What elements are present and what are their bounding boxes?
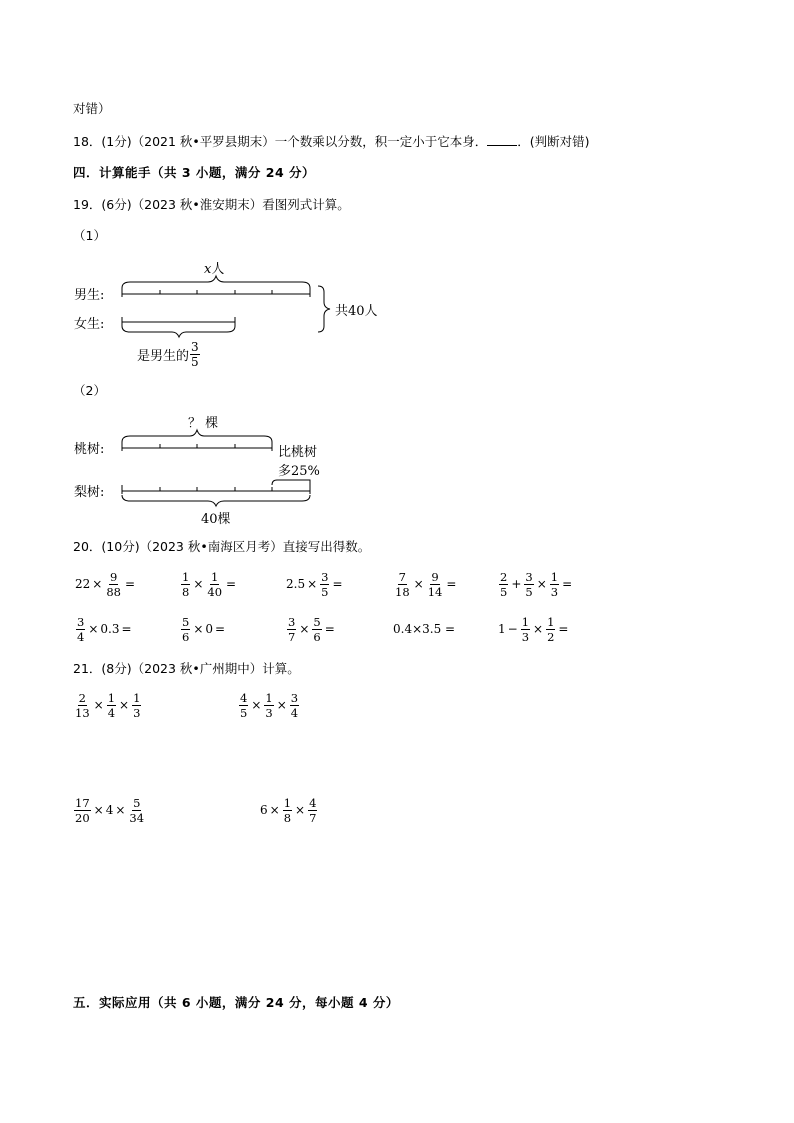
boys-label: 男生:	[74, 288, 105, 303]
pear-segment-bar	[122, 485, 310, 494]
q20-expr-8: $\frac{3}{7}$ × $\frac{5}{6}$ =	[288, 614, 335, 644]
peach-segment-bar	[122, 442, 272, 451]
question-21: 21．(8分)（2023 秋•广州期中）计算。	[73, 661, 300, 676]
question-18-text: 18．(1分)（2021 秋•平罗县期末）一个数乘以分数，积一定小于它本身．	[73, 134, 488, 149]
pear-label: 梨树:	[74, 485, 105, 500]
q20-expr-1: 22 × $\frac{9}{88}$ =	[75, 569, 136, 599]
girls-ratio-note: 是男生的 $\frac{3}{5}$	[137, 340, 199, 369]
q20-expr-2: $\frac{1}{8}$ × $\frac{1}{40}$ =	[182, 569, 237, 599]
question-18-tail: ．(判断对错)	[517, 134, 590, 149]
q20-expr-5: $\frac{2}{5}$ + $\frac{3}{5}$ × $\frac{1}{3}$ =	[500, 569, 573, 599]
girls-brace	[122, 326, 235, 337]
q20-expr-9: 0.4×3.5 =	[393, 622, 456, 636]
pear-total-label: 40棵	[201, 512, 231, 527]
q21-expr-1: $\frac{2}{13}$ × $\frac{1}{4}$ × $\frac{1}{3}$	[75, 690, 141, 720]
peach-count-label: ？ 棵	[188, 416, 219, 431]
q21-expr-4: 6 × $\frac{1}{8}$ × $\frac{4}{7}$	[260, 795, 317, 825]
girls-label: 女生:	[74, 317, 105, 332]
extra-brace	[272, 480, 310, 485]
total-people-label: 共40人	[335, 304, 378, 319]
more-percent-label: 多25%	[278, 464, 320, 479]
prev-question-tail: 对错）	[73, 101, 111, 116]
q21-expr-2: $\frac{4}{5}$ × $\frac{1}{3}$ × $\frac{3}{4}$	[240, 690, 299, 720]
q20-expr-10: 1 − $\frac{1}{3}$ × $\frac{1}{2}$ =	[498, 614, 569, 644]
boys-segment-bar	[122, 288, 310, 297]
more-than-peach-label: 比桃树	[278, 445, 318, 460]
q20-expr-4: $\frac{7}{18}$ × $\frac{9}{14}$ =	[395, 569, 457, 599]
q20-expr-7: $\frac{5}{6}$ × 0 =	[182, 614, 226, 644]
peach-label: 桃树:	[74, 442, 105, 457]
question-19: 19．(6分)（2023 秋•淮安期末）看图列式计算。	[73, 197, 350, 212]
q20-expr-3: 2.5 × $\frac{3}{5}$ =	[286, 569, 343, 599]
pear-bottom-brace	[122, 495, 310, 506]
question-19-part-1: （1）	[73, 228, 106, 243]
question-20: 20．(10分)（2023 秋•南海区月考）直接写出得数。	[73, 539, 371, 554]
q20-expr-6: $\frac{3}{4}$ × 0.3 =	[77, 614, 132, 644]
girls-segment-bar	[122, 317, 235, 326]
top-brace	[122, 276, 310, 288]
section-4-heading: 四．计算能手（共 3 小题，满分 24 分）	[73, 165, 316, 180]
section-5-heading: 五．实际应用（共 6 小题，满分 24 分，每小题 4 分）	[73, 995, 399, 1010]
peach-top-brace	[122, 430, 272, 442]
boys-total-label: x人	[204, 262, 225, 277]
q21-expr-3: $\frac{17}{20}$ × 4 × $\frac{5}{34}$	[75, 795, 145, 825]
total-brace	[318, 286, 330, 332]
question-19-part-2: （2）	[73, 383, 106, 398]
